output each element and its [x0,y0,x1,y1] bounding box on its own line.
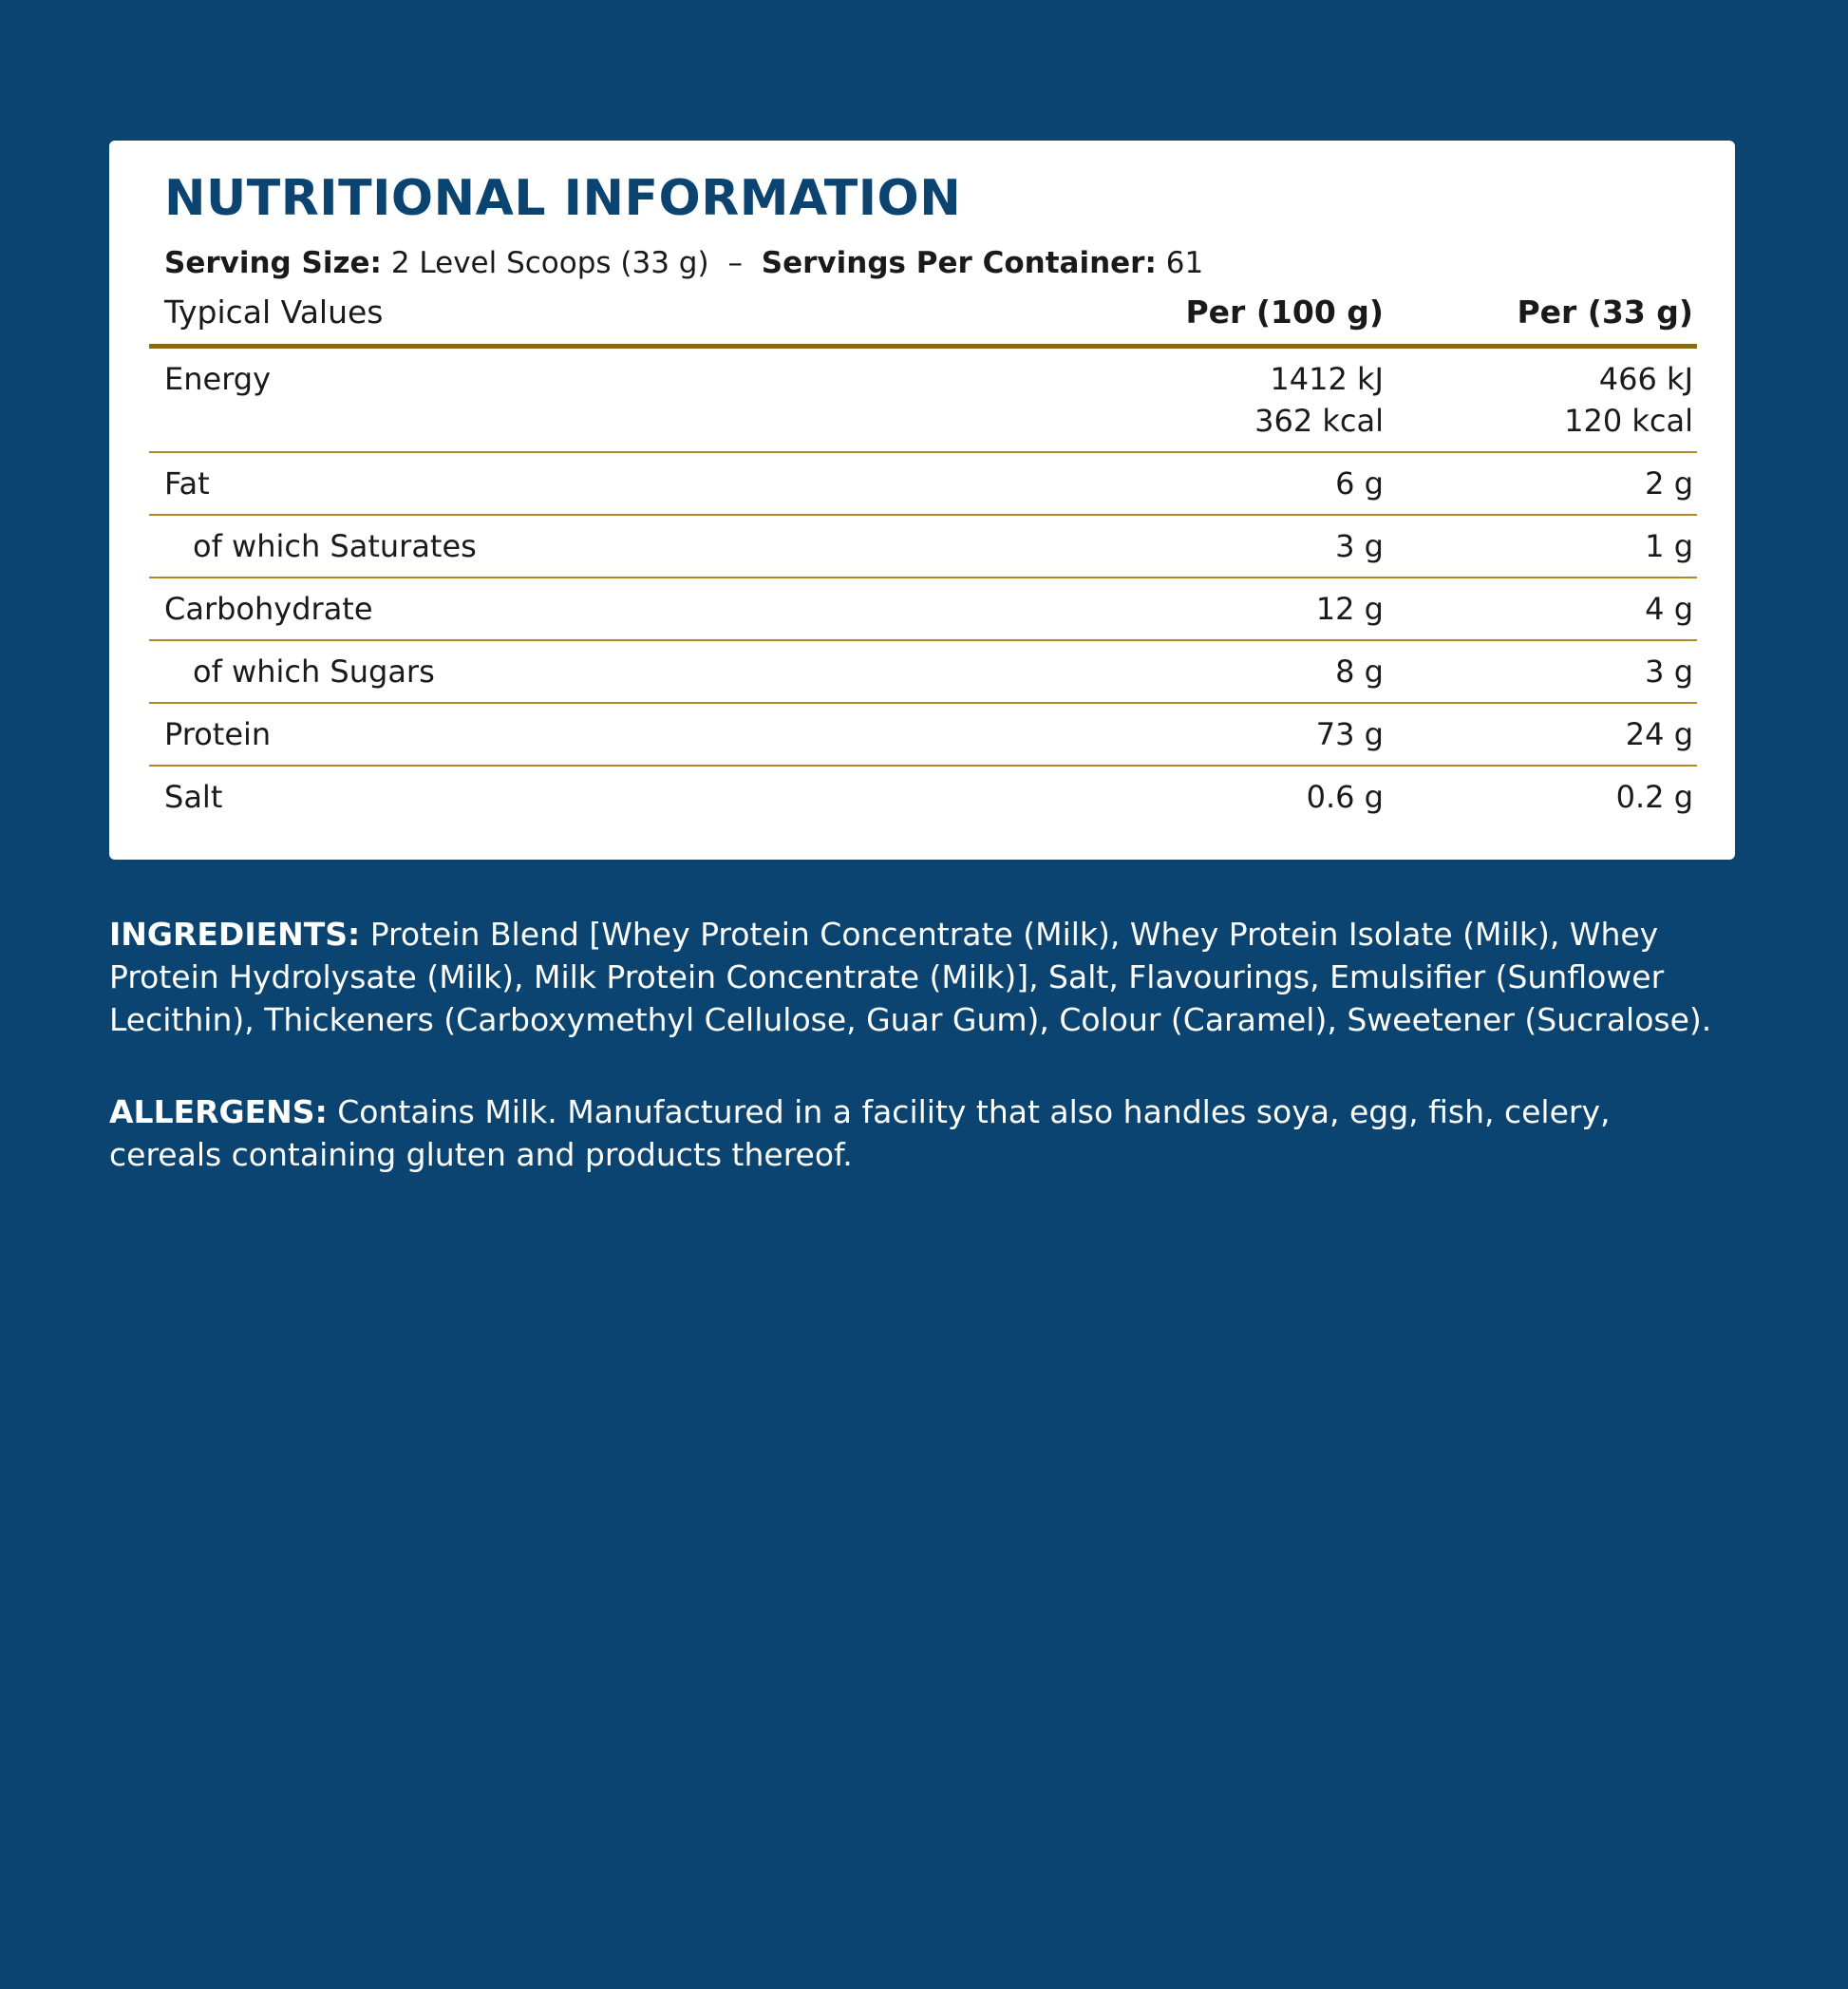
table-row [149,578,1697,640]
serving-size-label: Serving Size: [164,245,382,280]
servings-per-container-value: 61 [1165,245,1204,280]
table-header-row [149,290,1697,344]
serving-info [164,246,1697,280]
row-value-per-100g: 6 g [1016,452,1387,515]
ingredients-text: Protein Blend [Whey Protein Concentrate (Milk), Whey Protein Isolate (Milk), Whey Protein Hydrolysate (Milk), Milk Protein Concentrate (Milk)], Salt, Flavourings, Emulsifier (Sunflower Lecithin), Thickeners (Carboxymethyl Cellulose, Guar Gum), Colour (Caramel), Sweetener (Sucralose). [109,915,1712,1038]
table-row [149,452,1697,515]
row-value-per-100g: 12 g [1016,578,1387,640]
row-value-per-100g: 362 kcal [1016,401,1387,452]
row-label: Fat [149,452,1016,515]
row-value-per-serving: 1 g [1387,515,1697,578]
serving-separator: – [727,245,743,280]
allergens-paragraph [109,1090,1739,1176]
page-title: NUTRITIONAL INFORMATION [164,170,962,227]
allergens-text: Contains Milk. Manufactured in a facility that also handles soya, egg, fish, celery, cereals containing gluten and products thereof. [109,1093,1611,1174]
nutrition-table-head [149,290,1697,347]
column-header-name: Typical Values [164,293,384,331]
nutrition-panel [109,141,1735,860]
column-header-per-100g: Per (100 g) [1185,293,1384,331]
table-row [149,703,1697,766]
row-value-per-serving: 3 g [1387,640,1697,703]
row-value-per-100g: 3 g [1016,515,1387,578]
ingredients-label: INGREDIENTS: [109,915,361,953]
row-value-per-100g: 0.6 g [1306,778,1384,815]
row-label: Carbohydrate [149,578,1016,640]
row-label: Protein [149,703,1016,766]
column-header-per-serving: Per (33 g) [1517,293,1693,331]
row-value-per-100g: 1412 kJ [1270,360,1384,397]
servings-per-container-label: Servings Per Container: [761,245,1157,280]
table-row [149,401,1697,452]
table-row [149,640,1697,703]
row-value-per-100g: 8 g [1016,640,1387,703]
table-row [149,766,1697,827]
row-label: Energy [164,360,272,397]
table-row [149,346,1697,401]
nutrition-table-body [149,346,1697,827]
row-label: Salt [164,778,223,815]
nutrition-table [149,290,1697,827]
ingredients-paragraph [109,913,1739,1042]
row-label: of which Saturates [149,515,1016,578]
row-value-per-serving: 2 g [1387,452,1697,515]
row-value-per-serving: 4 g [1387,578,1697,640]
row-label [149,401,1016,452]
allergens-label: ALLERGENS: [109,1093,328,1131]
row-value-per-serving: 0.2 g [1615,778,1693,815]
row-value-per-100g: 73 g [1016,703,1387,766]
row-label: of which Sugars [149,640,1016,703]
serving-size-value: 2 Level Scoops (33 g) [390,245,709,280]
row-value-per-serving: 120 kcal [1387,401,1697,452]
nutrition-label-page [0,141,1848,1989]
row-value-per-serving: 466 kJ [1598,360,1693,397]
table-row [149,515,1697,578]
row-value-per-serving: 24 g [1387,703,1697,766]
